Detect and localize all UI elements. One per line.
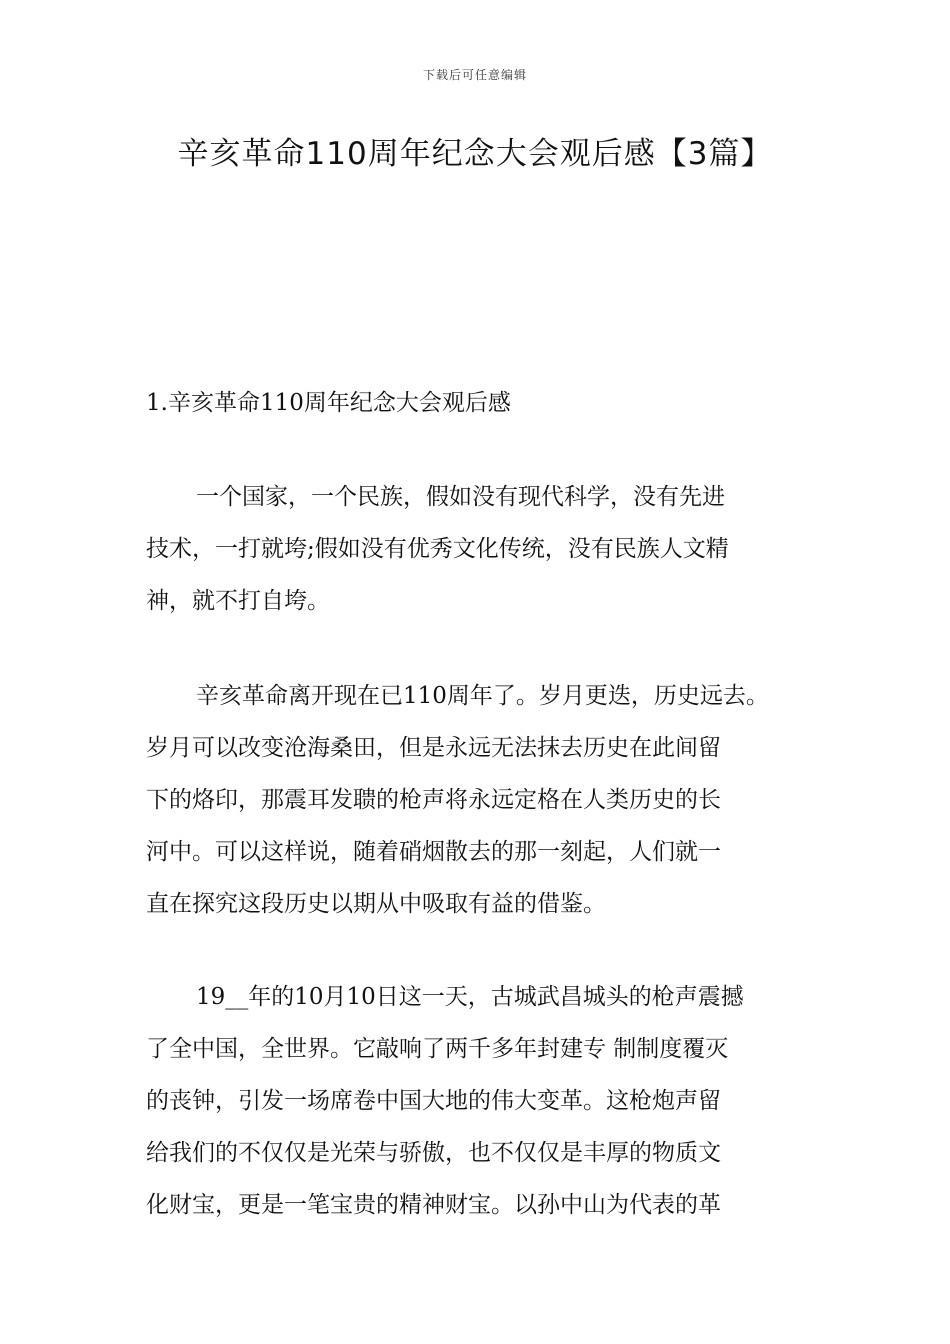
section-heading: 1.辛亥革命110周年纪念大会观后感: [146, 390, 511, 416]
paragraph-2: [146, 670, 836, 930]
paragraph-line: 下的烙印，那震耳发聩的枪声将永远定格在人类历史的长: [146, 787, 721, 813]
document-title: 辛亥革命110周年纪念大会观后感【3篇】: [177, 136, 773, 172]
paragraph-1: [146, 471, 836, 627]
paragraph-line: 技术，一打就垮;假如没有优秀文化传统，没有民族人文精: [146, 536, 729, 562]
paragraph-line: 辛亥革命离开现在已110周年了。岁月更迭，历史远去。: [196, 683, 769, 709]
header-note: 下载后可任意编辑: [422, 68, 527, 82]
paragraph-line: 直在探究这段历史以期从中吸取有益的借鉴。: [146, 891, 606, 917]
paragraph-line: 岁月可以改变沧海桑田，但是永远无法抹去历史在此间留: [146, 735, 721, 761]
paragraph-line: 19__年的10月10日这一天，古城武昌城头的枪声震撼: [196, 984, 744, 1010]
paragraph-line: 的丧钟，引发一场席卷中国大地的伟大变革。这枪炮声留: [146, 1088, 721, 1114]
paragraph-line: 化财宝，更是一笔宝贵的精神财宝。以孙中山为代表的革: [146, 1192, 721, 1218]
paragraph-line: 一个国家，一个民族，假如没有现代科学，没有先进: [196, 484, 725, 510]
paragraph-line: 了全中国，全世界。它敲响了两千多年封建专 制制度覆灭: [146, 1036, 729, 1062]
paragraph-line: 河中。可以这样说，随着硝烟散去的那一刻起，人们就一: [146, 839, 721, 865]
paragraph-line: 给我们的不仅仅是光荣与骄傲，也不仅仅是丰厚的物质文: [146, 1140, 721, 1166]
paragraph-3: [146, 971, 836, 1231]
paragraph-line: 神，就不打自垮。: [146, 588, 330, 614]
